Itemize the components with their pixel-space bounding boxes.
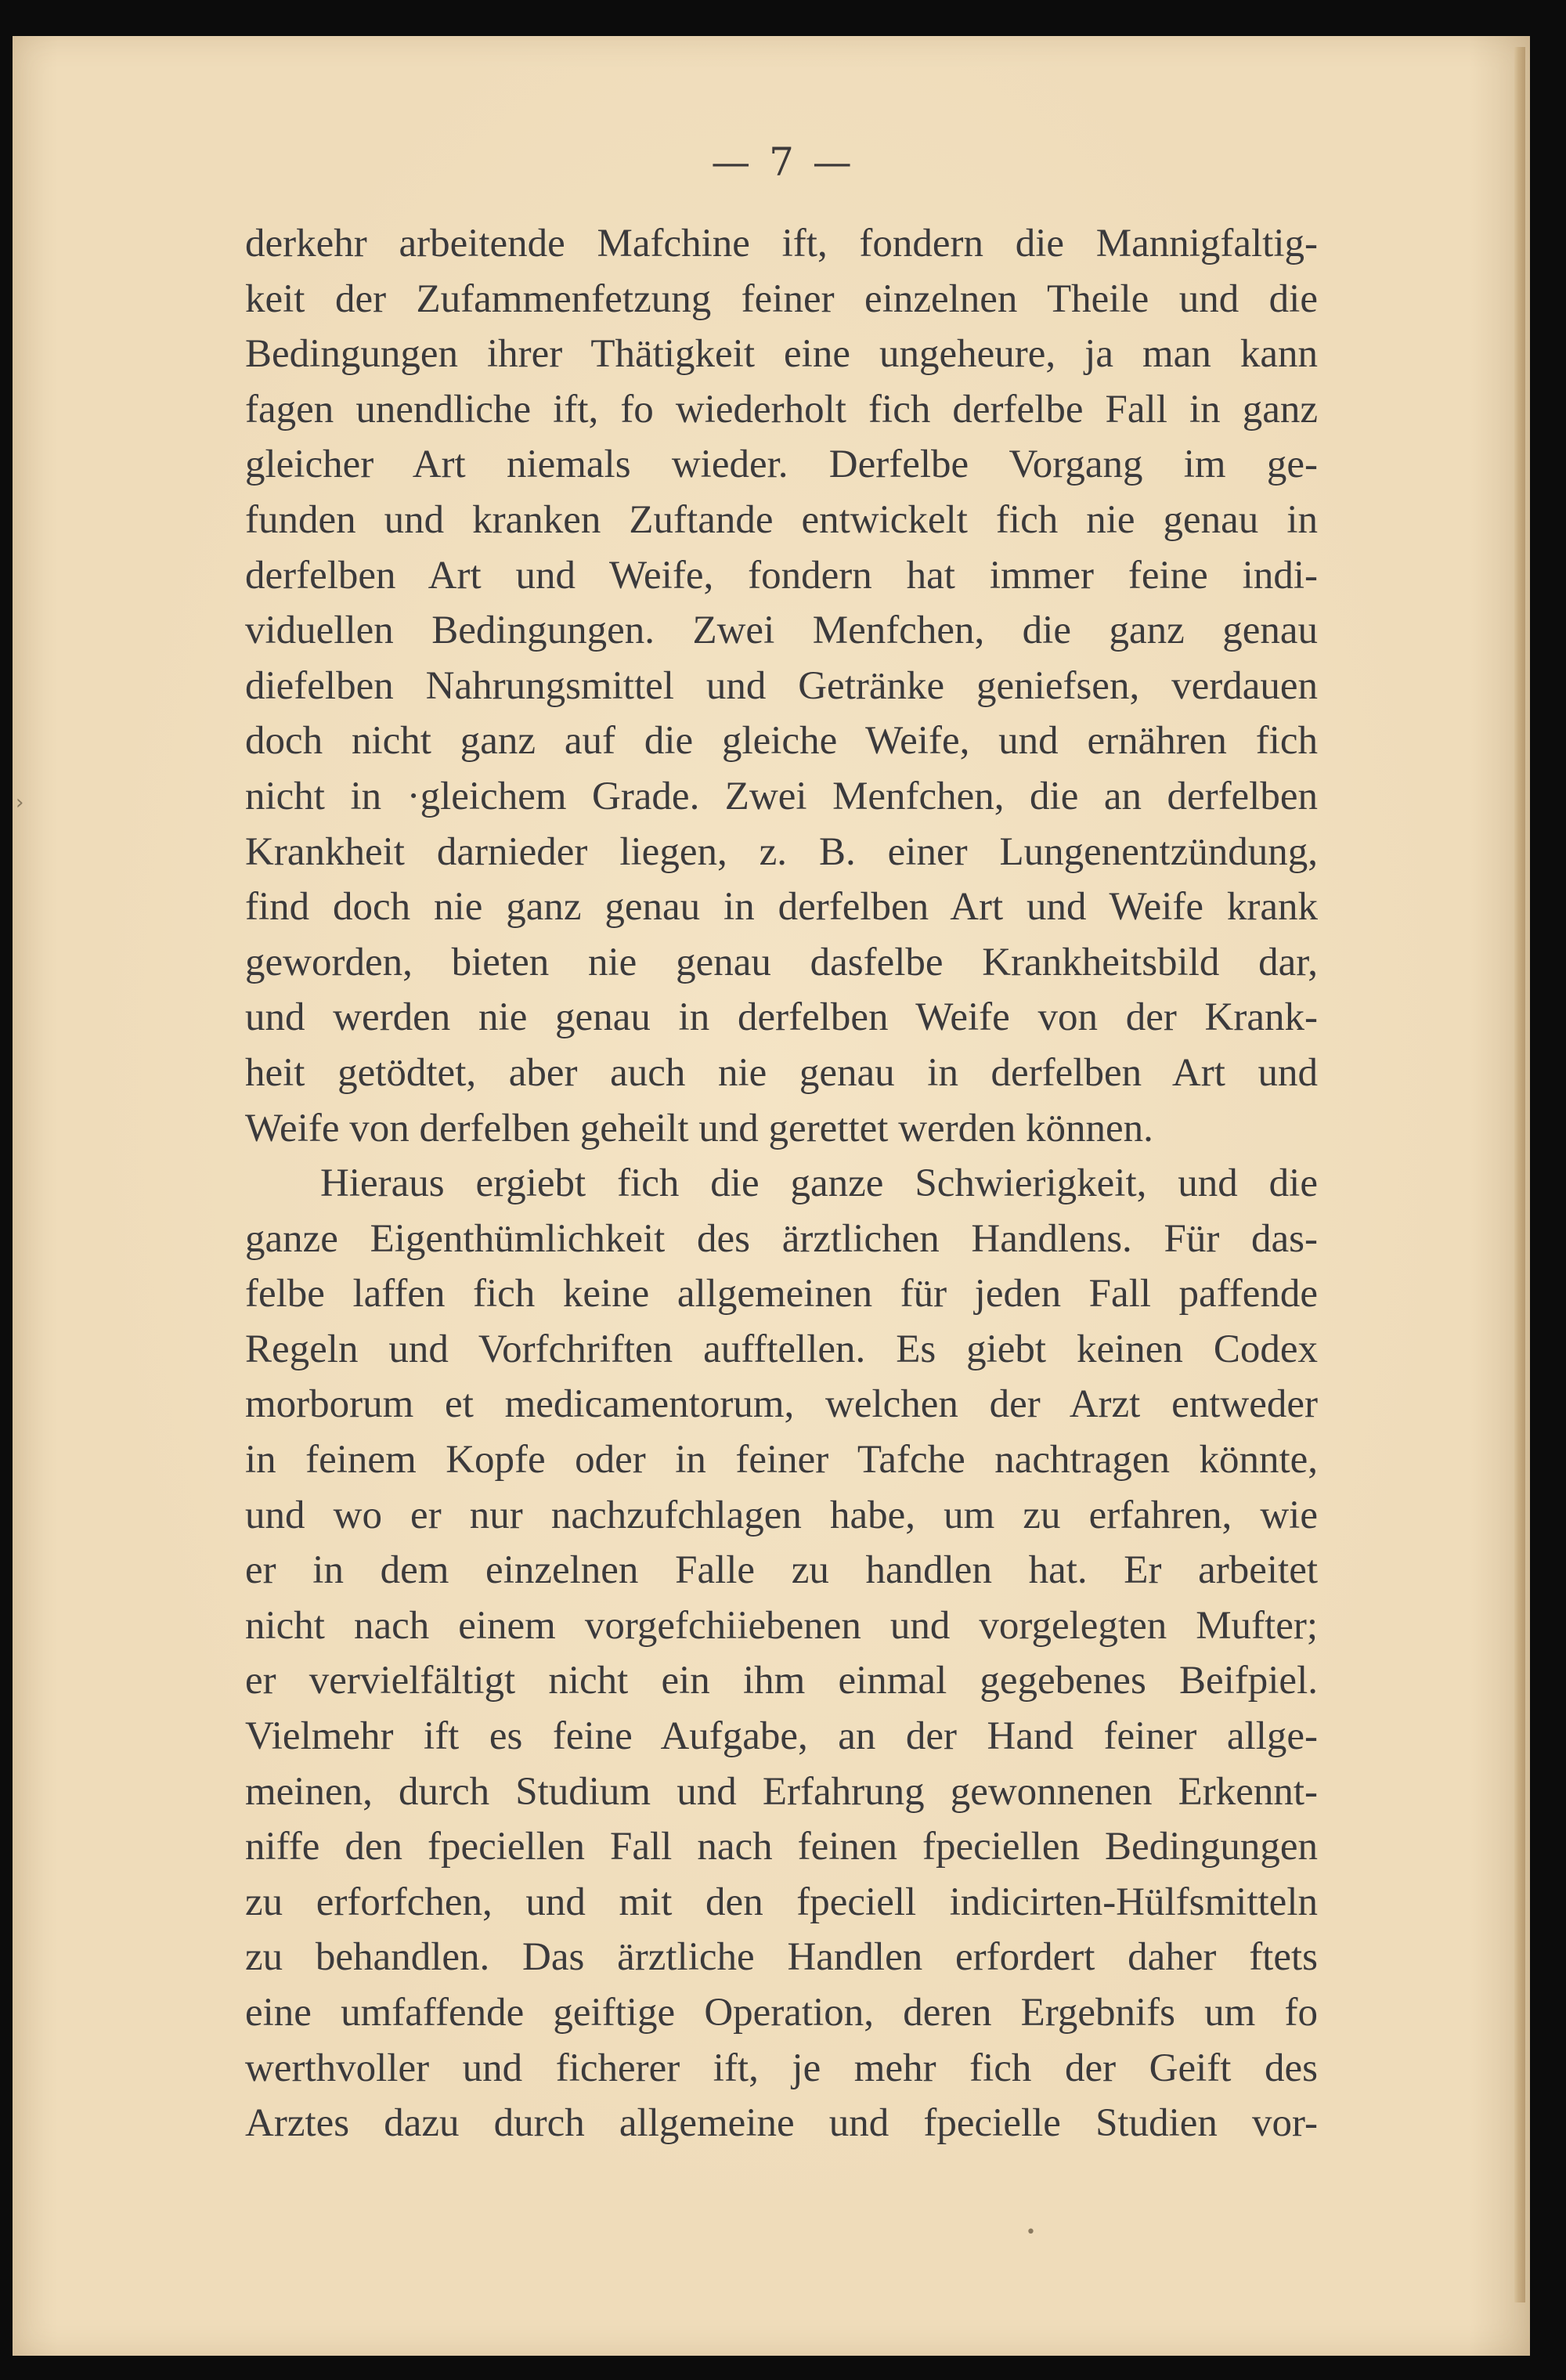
text-line: Krankheit darnieder liegen, z. B. einer Lungenentzündung, [245, 829, 1318, 874]
text-line: derfelben Art und Weife, fondern hat immer feine indi- [245, 553, 1318, 598]
text-line: er in dem einzelnen Falle zu handlen hat. Er arbeitet [245, 1548, 1318, 1593]
text-line: derkehr arbeitende Mafchine ift, fondern die Mannigfaltig- [245, 222, 1318, 265]
text-line: Arztes dazu durch allgemeine und fpecielle Studien vor- [245, 2101, 1318, 2146]
text-line: nicht in ·gleichem Grade. Zwei Menfchen, die an derfelben [245, 774, 1318, 818]
body-text [245, 216, 1318, 2151]
text-line: felbe laffen fich keine allgemeinen für jeden Fall paffende [245, 1272, 1318, 1316]
text-line: gleicher Art niemals wieder. Derfelbe Vorgang im ge- [245, 442, 1318, 487]
text-line: und wo er nur nachzufchlagen habe, um zu erfahren, wie [245, 1493, 1318, 1537]
text-line: in feinem Kopfe oder in feiner Tafche nachtragen könnte, [245, 1438, 1318, 1483]
text-line: find doch nie ganz genau in derfelben Art und Weife krank [245, 885, 1318, 930]
text-line: geworden, bieten nie genau dasfelbe Krankheitsbild dar, [245, 940, 1318, 984]
page-edge [1514, 47, 1525, 2302]
margin-mark: • [1026, 2223, 1036, 2242]
text-line: ganze Eigenthümlichkeit des ärztlichen Handlens. Für das- [245, 1216, 1318, 1261]
text-line: Weife von derfelben geheilt und gerettet werden können. [245, 1106, 1153, 1150]
text-line: Vielmehr ift es feine Aufgabe, an der Hand feiner allge- [245, 1714, 1318, 1759]
text-line: keit der Zufammenfetzung feiner einzelnen Theile und die [245, 276, 1318, 321]
text-line: zu behandlen. Das ärztliche Handlen erfordert daher ftets [245, 1935, 1318, 1980]
text-line: meinen, durch Studium und Erfahrung gewonnenen Erkennt- [245, 1769, 1318, 1814]
text-line: zu erforfchen, und mit den fpeciell indicirten-Hülfsmitteln [245, 1880, 1318, 1924]
text-line: fagen unendliche ift, fo wiederholt fich derfelbe Fall in ganz [245, 387, 1318, 432]
text-line: Regeln und Vorfchriften aufftellen. Es giebt keinen Codex [245, 1327, 1318, 1371]
margin-mark: › [16, 791, 24, 814]
text-line: er vervielfältigt nicht ein ihm einmal gegebenes Beifpiel. [245, 1659, 1318, 1703]
text-line: viduellen Bedingungen. Zwei Menfchen, die ganz genau [245, 609, 1318, 653]
text-line: und werden nie genau in derfelben Weife von der Krank- [245, 995, 1318, 1040]
text-line: doch nicht ganz auf die gleiche Weife, und ernähren fich [245, 719, 1318, 764]
text-line: morborum et medicamentorum, welchen der Arzt entweder [245, 1382, 1318, 1427]
page-number: — 7 — [711, 139, 855, 185]
text-line: Hieraus ergiebt fich die ganze Schwierigkeit, und die [320, 1161, 1318, 1206]
text-line: heit getödtet, aber auch nie genau in derfelben Art und [245, 1050, 1318, 1095]
text-line: niffe den fpeciellen Fall nach feinen fpeciellen Bedingungen [245, 1825, 1318, 1869]
text-line: Bedingungen ihrer Thätigkeit eine ungeheure, ja man kann [245, 332, 1318, 377]
text-line: eine umfaffende geiftige Operation, deren Ergebnifs um fo [245, 1991, 1318, 2035]
text-line: werthvoller und ficherer ift, je mehr fich der Geift des [245, 2046, 1318, 2090]
text-line: diefelben Nahrungsmittel und Getränke geniefsen, verdauen [245, 663, 1318, 708]
text-line: nicht nach einem vorgefchiiebenen und vorgelegten Mufter; [245, 1603, 1318, 1648]
text-line: funden und kranken Zuftande entwickelt fich nie genau in [245, 497, 1318, 542]
